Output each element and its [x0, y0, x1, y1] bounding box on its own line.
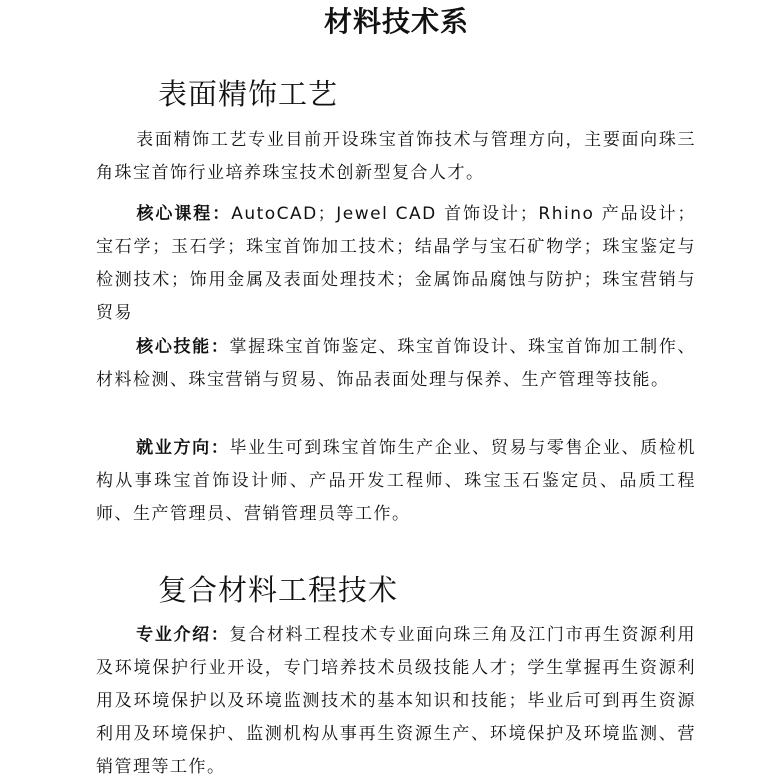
core-skills-paragraph	[96, 331, 696, 397]
section-intro-paragraph	[96, 124, 696, 190]
employment-label: 就业方向：	[136, 438, 230, 458]
core-courses-text: AutoCAD；Jewel CAD 首饰设计；Rhino 产品设计；宝石学；玉石学；珠宝首饰加工技术；结晶学与宝石矿物学；珠宝鉴定与检测技术；饰用金属及表面处理技术；金属饰品腐蚀与防护；珠宝营销与贸易	[96, 204, 697, 323]
section-title-surface-finishing: 表面精饰工艺	[158, 77, 339, 111]
core-courses-label: 核心课程：	[136, 204, 232, 224]
core-courses-paragraph	[96, 198, 696, 330]
core-skills-text: 掌握珠宝首饰鉴定、珠宝首饰设计、珠宝首饰加工制作、材料检测、珠宝营销与贸易、饰品表面处理与保养、生产管理等技能。	[96, 337, 696, 390]
major-intro-label: 专业介绍：	[136, 625, 230, 645]
core-skills-label: 核心技能：	[136, 337, 230, 357]
intro-text: 表面精饰工艺专业目前开设珠宝首饰技术与管理方向，主要面向珠三角珠宝首饰行业培养珠宝技术创新型复合人才。	[96, 130, 696, 183]
section-title-composite-materials: 复合材料工程技术	[158, 573, 399, 607]
major-intro-paragraph	[96, 619, 696, 784]
department-title: 材料技术系	[323, 5, 469, 38]
employment-text: 毕业生可到珠宝首饰生产企业、贸易与零售企业、质检机构从事珠宝首饰设计师、产品开发工程师、珠宝玉石鉴定员、品质工程师、生产管理员、营销管理员等工作。	[96, 438, 696, 524]
major-intro-text: 复合材料工程技术专业面向珠三角及江门市再生资源利用及环境保护行业开设，专门培养技术员级技能人才；学生掌握再生资源利用及环境保护以及环境监测技术的基本知识和技能；毕业后可到再生资源利用及环境保护、监测机构从事再生资源生产、环境保护及环境监测、营销管理等工作。	[96, 625, 696, 777]
employment-paragraph	[96, 432, 696, 531]
